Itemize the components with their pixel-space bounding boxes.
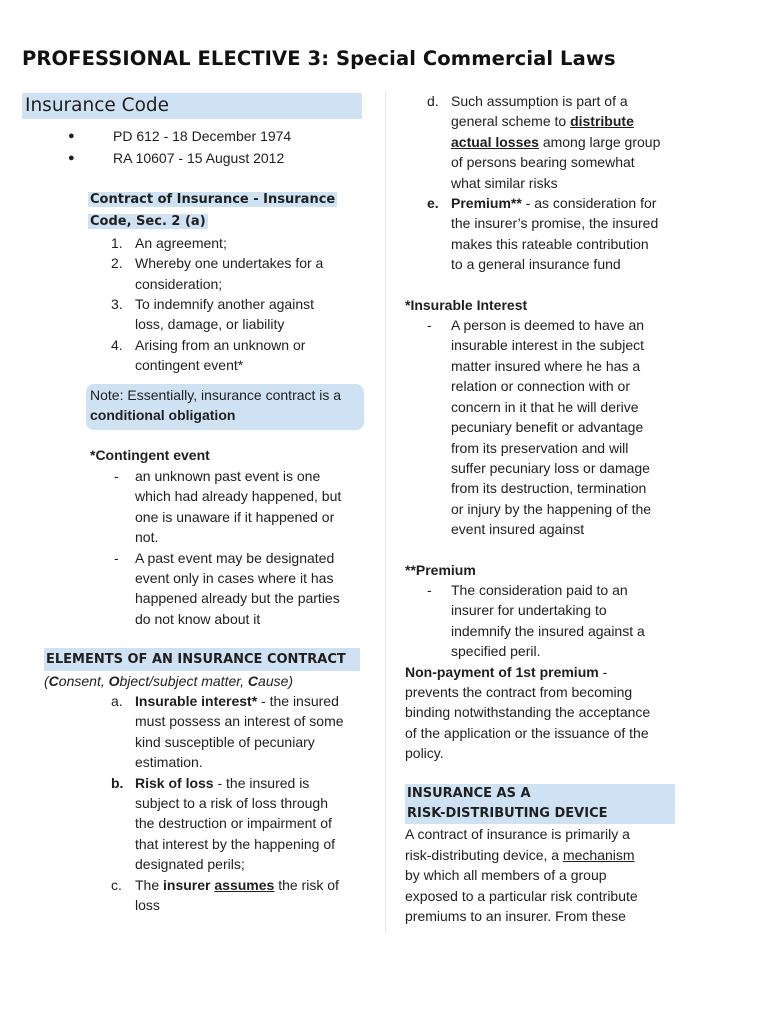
item-text: kind susceptible of pecuniary [135,733,315,750]
list-item [22,875,362,916]
risk-heading-line: RISK-DISTRIBUTING DEVICE [407,806,608,821]
right-column [405,91,685,926]
item-letter: d. [427,93,439,109]
list-item [405,315,685,539]
item-text: an unknown past event is one [135,467,321,484]
item-text: The consideration paid to an [451,581,628,598]
item-text: Insurable interest* - the insured [135,692,339,709]
elements-heading [44,648,360,670]
dash-marker: - [427,317,432,334]
list-item [405,91,685,193]
item-text: the insurer’s promise, the insured [451,215,659,232]
column-divider [385,92,386,932]
law-text: RA 10607 - 15 August 2012 [113,150,285,166]
item-text: pecuniary benefit or advantage [451,419,644,436]
page-title: PROFESSIONAL ELECTIVE 3: Special Commercial Laws [22,47,616,70]
item-text: concern in it that he will derive [451,398,639,415]
item-text: relation or connection with or [451,378,630,395]
contract-heading [88,188,362,233]
elements-subtitle: (Consent, Object/subject matter, Cause) [44,672,294,689]
item-text: loss [135,897,160,913]
item-text: contingent event* [135,357,244,374]
item-text: Premium** - as consideration for [451,195,657,212]
item-text: matter insured where he has a [451,357,641,374]
item-text: do not know about it [135,610,261,627]
item-text: A person is deemed to have an [451,317,645,334]
list-item [22,125,362,147]
list-item [22,466,362,548]
item-text: one is unaware if it happened or [135,508,335,525]
risk-device-heading [405,784,675,825]
item-letter: b. [111,774,124,791]
bullet-icon: ● [68,130,75,142]
contract-heading-line: Code, Sec. 2 (a) [90,214,206,230]
item-text: actual losses among large group [451,133,661,150]
list-item [405,193,685,275]
note-emphasis: conditional obligation [90,407,236,424]
premium-heading: **Premium [405,561,476,578]
nonpayment-paragraph: Non-payment of 1st premium - prevents the contract from becoming binding notwithstanding the acceptance of the application or the issuance of the policy. [405,663,651,762]
item-text: what similar risks [451,174,558,191]
list-item [22,233,362,253]
item-text: which had already happened, but [135,488,342,505]
item-text: designated perils; [135,856,245,873]
contingent-heading: *Contingent event [90,447,210,464]
item-text: An agreement; [135,234,227,251]
item-text: specified peril. [451,643,541,660]
item-text: Risk of loss - the insured is [135,774,310,791]
item-text: estimation. [135,754,203,771]
item-text: event insured against [451,521,585,538]
left-column [22,93,362,915]
note-text: Note: Essentially, insurance contract is a [90,386,342,403]
item-text: general scheme to distribute [451,113,634,130]
item-text: not. [135,529,159,546]
item-text: suffer pecuniary loss or damage [451,459,650,476]
item-text: of persons bearing somewhat [451,154,635,171]
item-text: event only in cases where it has [135,569,334,586]
risk-heading-line: INSURANCE AS A [407,785,531,801]
list-item [22,773,362,875]
item-text: The insurer assumes the risk of [135,876,339,893]
dash-marker: - [114,467,119,484]
item-text: A past event may be designated [135,549,335,566]
item-text: from its preservation and will [451,439,629,456]
risk-paragraph: A contract of insurance is primarily a risk-distributing device, a mechanism by which all members of a group exposed to a particular risk contribute premiums to an insurer. From these [405,826,638,925]
item-text: or injury by the happening of the [451,500,652,517]
section-heading-insurance-code: Insurance Code [22,93,362,119]
item-text: Such assumption is part of a [451,93,628,109]
item-text: insurer for undertaking to [451,602,607,619]
item-text: the destruction or impairment of [135,815,332,832]
insurable-interest-heading: *Insurable Interest [405,296,528,313]
list-item [22,147,362,169]
item-text: makes this rateable contribution [451,235,649,252]
elements-heading-text: ELEMENTS OF AN INSURANCE CONTRACT [46,652,346,668]
item-text: that interest by the happening of [135,835,336,852]
item-text: indemnify the insured against a [451,622,645,639]
contract-heading-line: Contract of Insurance - Insurance [90,192,336,207]
list-item [22,691,362,773]
item-text: must possess an interest of some [135,713,344,730]
item-text: from its destruction, termination [451,480,647,497]
item-text: To indemnify another against [135,296,314,313]
dash-marker: - [114,549,119,566]
item-text: insurable interest in the subject [451,337,644,354]
item-number: 2. [111,255,123,272]
note-callout [86,384,364,431]
list-item [22,335,362,376]
item-text: to a general insurance fund [451,256,621,273]
law-text: PD 612 - 18 December 1974 [113,128,292,144]
item-number: 1. [111,234,123,251]
item-number: 4. [111,336,123,353]
item-letter: a. [111,692,123,709]
item-text: subject to a risk of loss through [135,794,328,811]
list-item [22,294,362,335]
bullet-icon: ● [68,152,75,164]
item-text: Whereby one undertakes for a [135,255,324,272]
dash-marker: - [427,581,432,598]
item-text: Arising from an unknown or [135,336,306,353]
item-text: consideration; [135,275,223,292]
list-item [405,580,685,662]
item-text: happened already but the parties [135,590,340,607]
item-letter: e. [427,195,439,212]
list-item [22,548,362,630]
item-letter: c. [111,876,122,893]
item-text: loss, damage, or liability [135,316,285,333]
item-number: 3. [111,296,123,313]
list-item [22,253,362,294]
